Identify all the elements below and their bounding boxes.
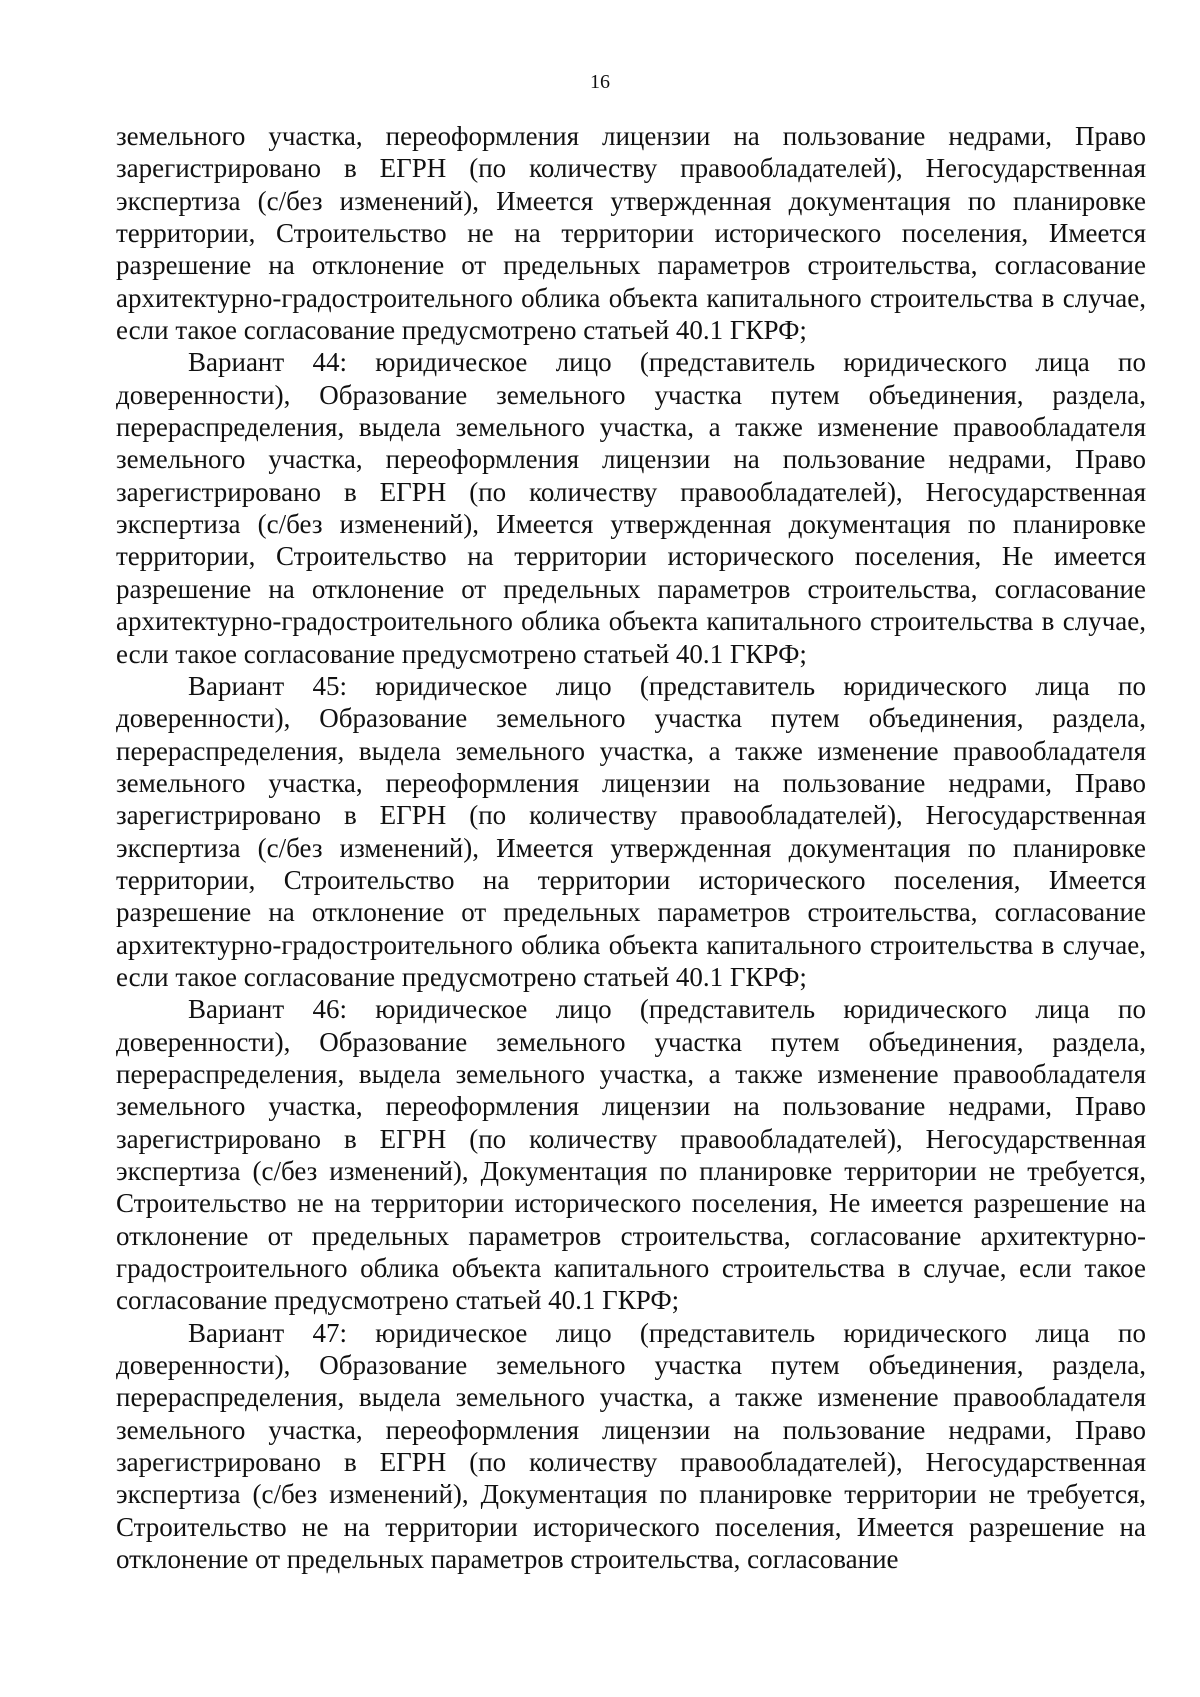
paragraph-continuation: земельного участка, переоформления лицензии на пользование недрами, Право зарегистрировано в ЕГРН (по количеству правообладателей), Негосударственная экспертиза (с/без изменений), Имеется утвержденная документация по планировке территории, Строительство не на территории исторического поселения, Имеется разрешение на отклонение от предельных параметров строительства, согласование архитектурно-градостроительного облика объекта капитального строительства в случае, если такое согласование предусмотрено статьей 40.1 ГКРФ; — [116, 121, 1146, 346]
paragraph-variant-45: Вариант 45: юридическое лицо (представитель юридического лица по доверенности), Образование земельного участка путем объединения, раздела, перераспределения, выдела земельного участка, а также изменение правообладателя земельного участка, переоформления лицензии на пользование недрами, Право зарегистрировано в ЕГРН (по количеству правообладателей), Негосударственная экспертиза (с/без изменений), Имеется утвержденная документация по планировке территории, Строительство на территории исторического поселения, Имеется разрешение на отклонение от предельных параметров строительства, согласование архитектурно-градостроительного облика объекта капитального строительства в случае, если такое согласование предусмотрено статьей 40.1 ГКРФ; — [116, 670, 1146, 992]
paragraph-variant-44: Вариант 44: юридическое лицо (представитель юридического лица по доверенности), Образование земельного участка путем объединения, раздела, перераспределения, выдела земельного участка, а также изменение правообладателя земельного участка, переоформления лицензии на пользование недрами, Право зарегистрировано в ЕГРН (по количеству правообладателей), Негосударственная экспертиза (с/без изменений), Имеется утвержденная документация по планировке территории, Строительство на территории исторического поселения, Не имеется разрешение на отклонение от предельных параметров строительства, согласование архитектурно-градостроительного облика объекта капитального строительства в случае, если такое согласование предусмотрено статьей 40.1 ГКРФ; — [116, 347, 1146, 669]
document-body — [116, 120, 1146, 1575]
page-number: 16 — [590, 71, 610, 93]
paragraph-variant-47: Вариант 47: юридическое лицо (представитель юридического лица по доверенности), Образование земельного участка путем объединения, раздела, перераспределения, выдела земельного участка, а также изменение правообладателя земельного участка, переоформления лицензии на пользование недрами, Право зарегистрировано в ЕГРН (по количеству правообладателей), Негосударственная экспертиза (с/без изменений), Документация по планировке территории не требуется, Строительство не на территории исторического поселения, Имеется разрешение на отклонение от предельных параметров строительства, согласование — [116, 1317, 1146, 1575]
paragraph-variant-46: Вариант 46: юридическое лицо (представитель юридического лица по доверенности), Образование земельного участка путем объединения, раздела, перераспределения, выдела земельного участка, а также изменение правообладателя земельного участка, переоформления лицензии на пользование недрами, Право зарегистрировано в ЕГРН (по количеству правообладателей), Негосударственная экспертиза (с/без изменений), Документация по планировке территории не требуется, Строительство не на территории исторического поселения, Не имеется разрешение на отклонение от предельных параметров строительства, согласование архитектурно-градостроительного облика объекта капитального строительства в случае, если такое согласование предусмотрено статьей 40.1 ГКРФ; — [116, 994, 1146, 1316]
